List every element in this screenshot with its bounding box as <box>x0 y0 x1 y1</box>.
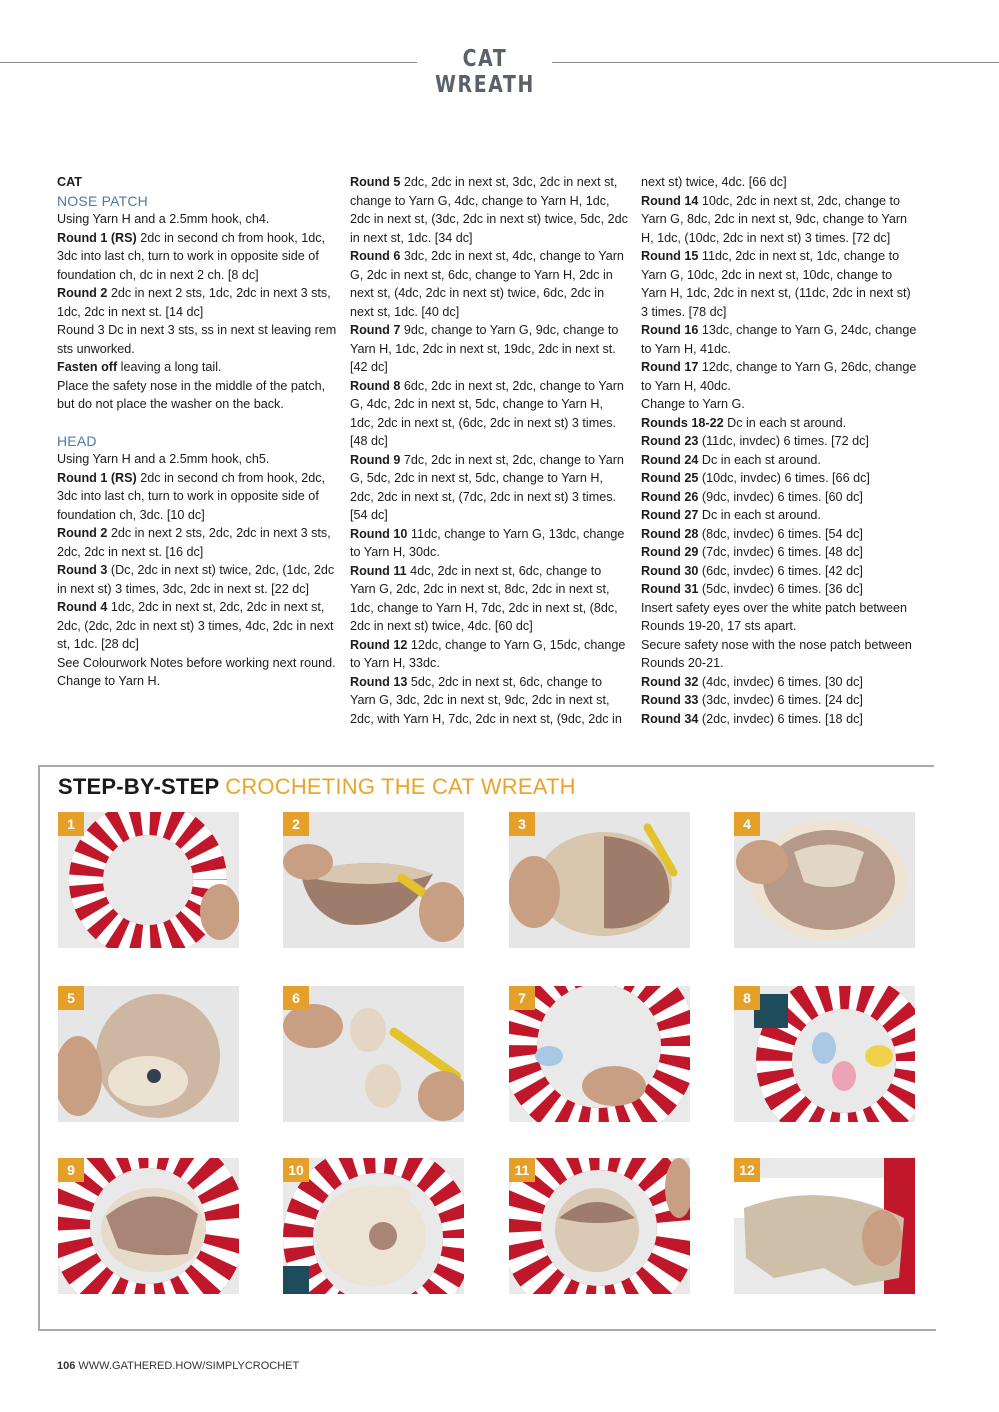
nose-patch-round-1: Round 1 (RS) 2dc in second ch from hook, 1dc, 3dc into last ch, turn to work in opposite side of foundation ch, dc in next 2 ch. [8 dc] <box>57 230 326 282</box>
section-heading-cat: CAT <box>57 175 82 189</box>
step-photo-3 <box>509 812 690 948</box>
step-photo-1 <box>58 812 239 948</box>
step-number: 8 <box>734 986 760 1010</box>
round-15: Round 15 11dc, 2dc in next st, 1dc, change to Yarn G, 10dc, 2dc in next st, 10dc, change to Yarn H, 1dc, 2dc in next st, (11dc, 2dc in next st) 3 times. [78 dc] <box>641 249 911 319</box>
nose-patch-fasten-off: Fasten off leaving a long tail. <box>57 360 222 374</box>
round-23: Round 23 (11dc, invdec) 6 times. [72 dc] <box>641 434 869 448</box>
nose-patch-placement: Place the safety nose in the middle of the patch, but do not place the washer on the back. <box>57 378 326 411</box>
round-13: Round 13 5dc, 2dc in next st, 6dc, change to Yarn G, 3dc, 2dc in next st, 9dc, 2dc in next st, 2dc, with Yarn H, 7dc, 2dc in next st, (9dc, 2dc in <box>350 674 622 726</box>
step-number: 1 <box>58 812 84 836</box>
head-round-1: Round 1 (RS) 2dc in second ch from hook, 2dc, 3dc into last ch, turn to work in opposite side of foundation ch, 3dc. [10 dc] <box>57 470 326 522</box>
step-photo-2 <box>283 812 464 948</box>
round-30: Round 30 (6dc, invdec) 6 times. [42 dc] <box>641 563 863 578</box>
round-12: Round 12 12dc, change to Yarn G, 15dc, change to Yarn H, 33dc. <box>350 637 626 670</box>
round-14: Round 14 10dc, 2dc in next st, 2dc, change to Yarn G, 8dc, 2dc in next st, 9dc, change to Yarn H, 1dc, (10dc, 2dc in next st) 3 times. [72 dc] <box>641 193 908 245</box>
step-number: 10 <box>283 1158 309 1182</box>
step-photo-12 <box>734 1158 915 1294</box>
nose-patch-intro: Using Yarn H and a 2.5mm hook, ch4. <box>57 212 270 226</box>
step-photo-5 <box>58 986 239 1122</box>
pattern-column-2 <box>350 173 630 728</box>
header-rule-right <box>552 62 999 63</box>
change-yarn-h: Change to Yarn H. <box>57 674 161 688</box>
step-number: 5 <box>58 986 84 1010</box>
round-24: Round 24 Dc in each st around. <box>641 452 821 467</box>
round-27: Round 27 Dc in each st around. <box>641 508 821 522</box>
round-11: Round 11 4dc, 2dc in next st, 6dc, change to Yarn G, 2dc, 2dc in next st, 8dc, 2dc in next st, 1dc, change to Yarn H, 7dc, 2dc in next st, (8dc, 2dc in next st) twice, 4dc. [60 dc] <box>350 563 618 633</box>
round-9: Round 9 7dc, 2dc in next st, 2dc, change to Yarn G, 5dc, 2dc in next st, 5dc, change to Yarn H, 2dc, 2dc in next st, (7dc, 2dc in next st) 3 times. [54 dc] <box>350 452 624 522</box>
step-number: 7 <box>509 986 535 1010</box>
colourwork-note: See Colourwork Notes before working next round. <box>57 655 336 670</box>
round-17: Round 17 12dc, change to Yarn G, 26dc, change to Yarn H, 40dc. <box>641 360 917 393</box>
step-photo-7 <box>509 986 690 1122</box>
subheading-head: HEAD <box>57 432 97 449</box>
round-5: Round 5 2dc, 2dc in next st, 3dc, 2dc in next st, change to Yarn G, 4dc, change to Yarn H, 1dc, 2dc in next st, (3dc, 2dc in next st) twice, 5dc, 2dc in next st, 1dc. [34 dc] <box>350 175 628 245</box>
safety-nose-instruction: Secure safety nose with the nose patch between Rounds 20-21. <box>641 637 912 670</box>
round-25: Round 25 (10dc, invdec) 6 times. [66 dc] <box>641 471 870 485</box>
pattern-column-1 <box>57 173 337 691</box>
page-number: 106 <box>57 1360 76 1372</box>
pattern-column-3 <box>641 173 921 728</box>
step-number: 3 <box>509 812 535 836</box>
rounds-18-22: Rounds 18-22 Dc in each st around. <box>641 415 847 430</box>
head-round-2: Round 2 2dc in next 2 sts, 2dc, 2dc in next 3 sts, 2dc, 2dc in next st. [16 dc] <box>57 526 331 559</box>
footer-url: WWW.GATHERED.HOW/SIMPLYCROCHET <box>78 1360 300 1372</box>
safety-eyes-instruction: Insert safety eyes over the white patch between Rounds 19-20, 17 sts apart. <box>641 600 908 633</box>
nose-patch-round-2: Round 2 2dc in next 2 sts, 1dc, 2dc in next 3 sts, 1dc, 2dc in next st. [14 dc] <box>57 286 331 319</box>
step-number: 2 <box>283 812 309 836</box>
round-28: Round 28 (8dc, invdec) 6 times. [54 dc] <box>641 526 863 541</box>
step-photo-6 <box>283 986 464 1122</box>
round-26: Round 26 (9dc, invdec) 6 times. [60 dc] <box>641 489 863 504</box>
head-intro: Using Yarn H and a 2.5mm hook, ch5. <box>57 452 270 466</box>
round-16: Round 16 13dc, change to Yarn G, 24dc, change to Yarn H, 41dc. <box>641 323 917 356</box>
step-photo-9 <box>58 1158 239 1294</box>
page-title: CAT WREATH <box>435 46 535 98</box>
round-29: Round 29 (7dc, invdec) 6 times. [48 dc] <box>641 545 863 559</box>
round-32: Round 32 (4dc, invdec) 6 times. [30 dc] <box>641 674 863 689</box>
round-10: Round 10 11dc, change to Yarn G, 13dc, change to Yarn H, 30dc. <box>350 526 625 559</box>
page-footer <box>57 1360 299 1372</box>
step-number: 6 <box>283 986 309 1010</box>
step-photo-10 <box>283 1158 464 1294</box>
subheading-nose-patch: NOSE PATCH <box>57 192 148 209</box>
round-6: Round 6 3dc, 2dc in next st, 4dc, change to Yarn G, 2dc in next st, 6dc, change to Yarn H, 2dc in next st, (4dc, 2dc in next st) twice, 6dc, 2dc in next st, 1dc. [40 dc] <box>350 249 624 319</box>
step-number: 9 <box>58 1158 84 1182</box>
head-round-3: Round 3 (Dc, 2dc in next st) twice, 2dc, (1dc, 2dc in next st) 3 times, 3dc, 2dc in next st. [22 dc] <box>57 563 335 596</box>
step-by-step-title: STEP-BY-STEP CROCHETING THE CAT WREATH <box>58 774 576 799</box>
change-yarn-g: Change to Yarn G. <box>641 397 745 411</box>
step-photo-4 <box>734 812 915 948</box>
step-photo-11 <box>509 1158 690 1294</box>
round-8: Round 8 6dc, 2dc in next st, 2dc, change to Yarn G, 4dc, 2dc in next st, 5dc, change to Yarn H, 1dc, 2dc in next st, (6dc, 2dc in next st) 3 times. [48 dc] <box>350 378 624 448</box>
step-number: 12 <box>734 1158 760 1182</box>
step-photo-8 <box>734 986 915 1122</box>
head-round-4: Round 4 1dc, 2dc in next st, 2dc, 2dc in next st, 2dc, (2dc, 2dc in next st) 3 times, 4dc, 2dc in next st, 1dc. [28 dc] <box>57 600 334 651</box>
nose-patch-round-3: Round 3 Dc in next 3 sts, ss in next st leaving rem sts unworked. <box>57 323 337 356</box>
round-31: Round 31 (5dc, invdec) 6 times. [36 dc] <box>641 582 863 596</box>
round-13-continued: next st) twice, 4dc. [66 dc] <box>641 175 787 189</box>
round-34: Round 34 (2dc, invdec) 6 times. [18 dc] <box>641 711 863 726</box>
header-rule-left <box>0 62 417 63</box>
round-7: Round 7 9dc, change to Yarn G, 9dc, change to Yarn H, 1dc, 2dc in next st, 19dc, 2dc in next st. [42 dc] <box>350 323 619 374</box>
step-number: 4 <box>734 812 760 836</box>
step-number: 11 <box>509 1158 535 1182</box>
round-33: Round 33 (3dc, invdec) 6 times. [24 dc] <box>641 693 863 707</box>
